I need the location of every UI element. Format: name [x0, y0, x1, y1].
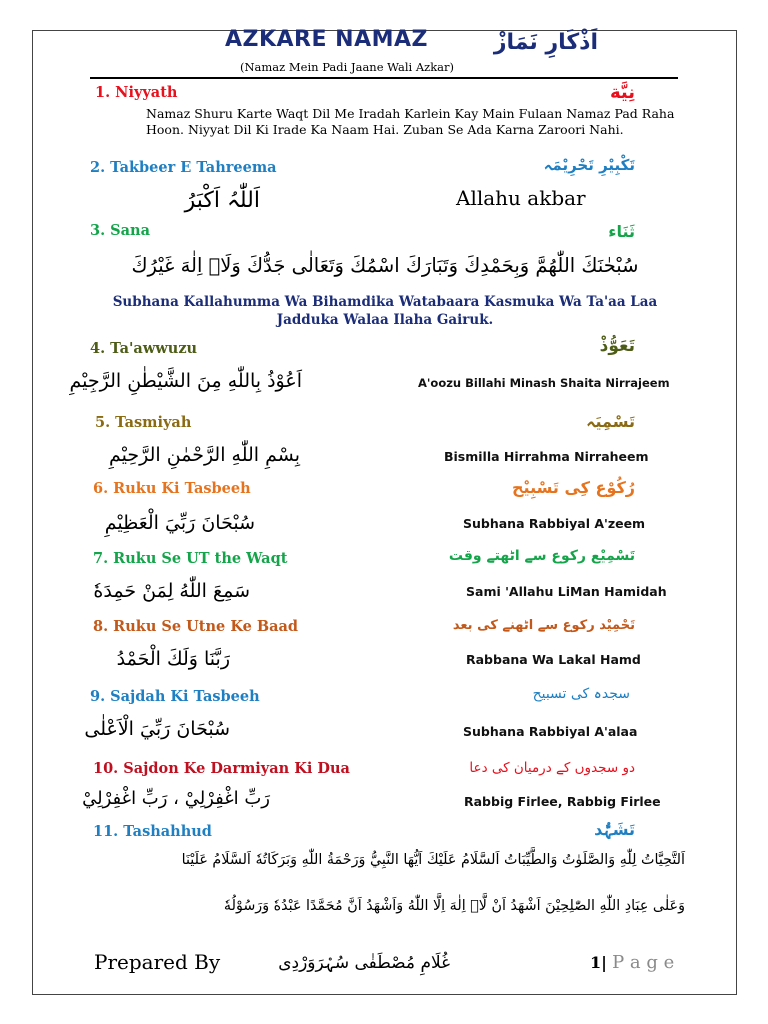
section-6-arabic-title: رُکُوْع کِی تَسْبِیْح — [512, 478, 635, 497]
section-7-arabic-title: تَسْمِیْع رکوع سے اٹھتے وقت — [448, 548, 635, 564]
section-3-title: 3. Sana — [90, 222, 150, 239]
section-11-arabic-title: تَشَہُّد — [594, 820, 635, 839]
section-9-transliteration: Subhana Rabbiyal A'alaa — [463, 724, 638, 739]
section-6-title: 6. Ruku Ki Tasbeeh — [93, 480, 251, 497]
section-6-transliteration: Subhana Rabbiyal A'zeem — [463, 516, 646, 531]
section-3-transliteration: Subhana Kallahumma Wa Bihamdika Watabaara Kasmuka Wa Ta'aa Laa Jadduka Walaa Ilaha Gairuk. — [112, 294, 658, 328]
page-title: AZKARE NAMAZ — [225, 27, 428, 52]
section-4-arabic-text: اَعُوْذُ بِاللّٰهِ مِنَ الشَّيْطٰنِ الرَّجِيْمِ — [69, 370, 302, 392]
section-7-title: 7. Ruku Se UT the Waqt — [93, 550, 288, 567]
section-6-arabic-text: سُبْحَانَ رَبِّيَ الْعَظِيْمِ — [104, 512, 255, 534]
header-divider — [90, 77, 678, 79]
section-2-arabic-title: تَکْبِیْرِ تَحْرِیْمَہ — [543, 156, 635, 174]
section-2-arabic-text: اَللّٰہُ اَکْبَرُ — [184, 188, 260, 213]
section-4-title: 4. Ta'awwuzu — [90, 340, 198, 357]
prepared-by-label: Prepared By — [94, 950, 221, 974]
section-8-arabic-text: رَبَّنَا وَلَكَ الْحَمْدُ — [116, 648, 230, 670]
section-8-transliteration: Rabbana Wa Lakal Hamd — [466, 652, 641, 667]
section-5-transliteration: Bismilla Hirrahma Nirraheem — [444, 449, 649, 464]
page-number-value: 1 — [590, 953, 602, 972]
section-1-body: Namaz Shuru Karte Waqt Dil Me Iradah Karlein Kay Main Fulaan Namaz Pad Raha Hoon. Niyyat Dil Ki Irade Ka Naam Hai. Zuban Se Ada Karna Zaroori Nahi. — [146, 106, 675, 137]
section-10-transliteration: Rabbig Firlee, Rabbig Firlee — [464, 794, 661, 809]
section-11-arabic-line1: اَلتَّحِيَّاتُ لِلّٰهِ وَالصَّلَوٰتُ وَالطَّيِّبَاتُ اَلسَّلَامُ عَلَيْكَ اَيُّهَا النَّبِيُّ وَرَحْمَةُ اللّٰهِ وَبَرَكَاتُهٗ اَلسَّلَامُ عَلَيْنَا — [181, 852, 685, 868]
author-name: غُلَامِ مُصْطَفٰی سُہْرَوَرْدِی — [278, 953, 450, 973]
section-8-title: 8. Ruku Se Utne Ke Baad — [93, 618, 299, 635]
section-1-arabic-title: نِیَّة — [609, 82, 635, 103]
section-11-arabic-line2: وَعَلٰى عِبَادِ اللّٰهِ الصّٰلِحِيْنَ اَشْهَدُ اَنْ لَّاۤ اِلٰهَ اِلَّا اللّٰهُ وَاَشْهَدُ اَنَّ مُحَمَّدًا عَبْدُهٗ وَرَسُوْلُهٗ — [223, 898, 685, 914]
page-number-separator: | — [601, 953, 607, 972]
section-9-title: 9. Sajdah Ki Tasbeeh — [90, 688, 260, 705]
page-label: P a g e — [612, 952, 675, 973]
section-10-arabic-text: رَبِّ اغْفِرْلِيْ ، رَبِّ اغْفِرْلِيْ — [82, 788, 270, 809]
section-7-arabic-text: سَمِعَ اللّٰهُ لِمَنْ حَمِدَهٗ — [93, 580, 250, 602]
section-5-title: 5. Tasmiyah — [95, 414, 192, 431]
section-10-title: 10. Sajdon Ke Darmiyan Ki Dua — [93, 760, 350, 777]
section-8-arabic-title: تَحْمِیْد رکوع سے اٹھنے کی بعد — [452, 618, 635, 633]
section-9-arabic-text: سُبْحَانَ رَبِّيَ الْاَعْلٰى — [84, 718, 230, 740]
section-3-arabic-text: سُبْحٰنَكَ اللّٰهُمَّ وَبِحَمْدِكَ وَتَبَارَكَ اسْمُكَ وَتَعَالٰى جَدُّكَ وَلَاۤ اِلٰهَ غَيْرُكَ — [131, 254, 639, 277]
section-1-title: 1. Niyyath — [95, 84, 178, 101]
section-9-arabic-title: سجدہ کی تسبیح — [532, 686, 630, 702]
section-4-arabic-title: تَعَوُّذْ — [599, 336, 635, 356]
section-2-transliteration: Allahu akbar — [456, 186, 586, 210]
section-3-arabic-title: ثَنَاء — [608, 222, 635, 241]
page-title-arabic: اَذْکَارِ نَمَازْ — [493, 30, 598, 55]
section-10-arabic-title: دو سجدوں کے درمیان کی دعا — [469, 760, 635, 776]
section-7-transliteration: Sami 'Allahu LiMan Hamidah — [466, 584, 667, 599]
section-11-title: 11. Tashahhud — [93, 823, 212, 840]
section-4-transliteration: A'oozu Billahi Minash Shaita Nirrajeem — [418, 376, 670, 390]
section-5-arabic-text: بِسْمِ اللّٰهِ الرَّحْمٰنِ الرَّحِيْمِ — [109, 444, 300, 466]
page-number — [590, 952, 674, 973]
section-5-arabic-title: تَسْمِیَہ — [586, 412, 635, 431]
section-2-title: 2. Takbeer E Tahreema — [90, 159, 277, 176]
page-subtitle: (Namaz Mein Padi Jaane Wali Azkar) — [240, 60, 455, 74]
